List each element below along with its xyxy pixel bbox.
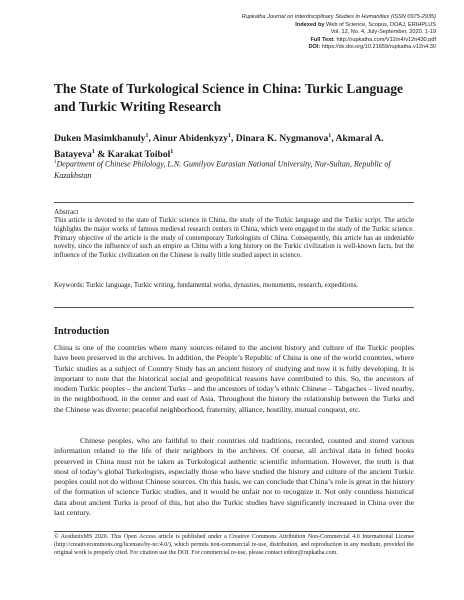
keywords-text: Turkic language, Turkic writing, fundamental works, dynasties, monuments, research, expeditions.	[85, 282, 359, 289]
doi-line	[242, 44, 436, 52]
author-separator: ,	[230, 133, 236, 145]
doi-label: DOI:	[308, 44, 321, 51]
author-separator: ,	[148, 133, 153, 145]
author-marker: 1	[91, 148, 95, 155]
affiliation-text: Department of Chinese Philology, L.N. Gumilyov Eurasian National University, Nur-Sultan, Republic of Kazakhstan	[54, 159, 391, 181]
author-marker: 1	[170, 148, 174, 155]
fulltext-line	[242, 37, 436, 45]
author-separator: ,	[331, 133, 336, 145]
abstract-heading: Abstract	[54, 208, 79, 216]
abstract-text: This article is devoted to the state of Turkic science in China, the study of the Turkic language and the Turkic script. The article highlights the major works of famous medieval research centers in China, which were engaged in the study of the Turkic science. Primary objective of the article is the study of contemporary Turkologists of China. Consequently, this article has an undeniable novelty, since the influence of such an empire as China with a long history on the Turkic civilization is well-known facts, but the influence of the Turkic civilization on the Chinese is really little studied aspect in science.	[54, 217, 414, 260]
footnote-rule	[54, 531, 414, 532]
abstract-bottom-rule	[54, 307, 414, 308]
affiliation-marker: 1	[54, 160, 57, 165]
author-name: Duken Masimkhanuly	[54, 133, 146, 145]
keywords	[54, 282, 414, 291]
section-heading: Introduction	[54, 326, 110, 337]
journal-header	[242, 14, 436, 52]
indexed-label: Indexed by	[295, 21, 325, 28]
fulltext-link[interactable]: http://rupkatha.com/V12/n4/v12n430.pdf	[336, 36, 436, 43]
abstract-top-rule	[54, 202, 414, 203]
volume-line: Vol. 12, No. 4, July-September, 2020. 1-19	[330, 29, 436, 36]
author-marker: 1	[328, 133, 332, 139]
author-1	[54, 133, 153, 144]
intro-paragraph-2: Chinese peoples, who are faithful to their countries old traditions, recorded, counted and stored various information related to the life of their neighbors in the archives. Of course, all archival data in felted books preserved in China must not be taken as Turkological authentic scientific information. However, the truth is that most of today’s global Turkologists, especially those who have studied the history and culture of the ancient Turkic peoples could not do without Chinese sources. On this basis, we can conclude that China’s role is great in the history of the formation of science Turkic studies, and it would be unfair not to recognize it. Not only countless historical data about ancient Turks is proof of this, but also the Turkic studies have significantly increased in China over the last century.	[54, 436, 414, 517]
author-name: Dinara K. Nygmanova	[235, 133, 329, 145]
author-name: Ainur Abidenkyzy	[152, 133, 228, 145]
author-separator: &	[94, 148, 108, 160]
doi-link[interactable]: https://dx.doi.org/10.21659/rupkatha.v12n4.30	[321, 44, 436, 51]
journal-name: Rupkatha Journal on Interdisciplinary Studies in Humanities (ISSN 0975-2935)	[241, 14, 436, 20]
license-footnote: © AesthetixMS 2020. This Open Access article is published under a Creative Commons Attribution Non-Commercial 4.0 International License (http://creativecommons.org/licenses/by-nc/4.0/), which permits non-commercial re-use, distribution, and reproduction in any medium, provided the original work is properly cited. For citation use the DOI. For commercial re-use, please contact editor@rupkatha.com.	[54, 534, 414, 556]
indexed-services: Web of Science, Scopus, DOAJ, ERIHPLUS	[326, 21, 436, 28]
author-marker: 1	[227, 133, 231, 139]
author-3	[236, 133, 336, 144]
fulltext-label: Full Text:	[310, 36, 335, 43]
keywords-label: Keywords:	[54, 282, 85, 289]
intro-paragraph-1: China is one of the countries where many sources related to the ancient history and culture of the Turkic peoples have been preserved in the archives. In addition, the People’s Republic of China is one of the world countries, where Turkic studies as a subject of Country Study has an ancient history of studying and now it is fully developing. It is important to note that the historical social and geopolitical reasons have contributed to this. So, the ancestors of modern Turkic peoples – the ancient Turks – and the ancestors of today’s ethnic Chinese – Tabgaches – lived nearby, in the neighborhood, in the center and east of Asia. Throughout the history the relationship between the Turks and the Chinese was diverse: peaceful neighborhood, fraternity, alliance, hostility, mutual conquest, etc.	[54, 343, 414, 414]
affiliation	[54, 157, 414, 182]
author-name: Karakat Toibol	[107, 148, 171, 160]
article-title: The State of Turkological Science in China: Turkic Language and Turkic Writing Research	[54, 81, 403, 114]
indexing-line	[242, 22, 436, 30]
author-name: Akmaral A. Batayeva	[54, 133, 384, 160]
author-marker: 1	[145, 133, 149, 139]
author-2	[153, 133, 236, 144]
